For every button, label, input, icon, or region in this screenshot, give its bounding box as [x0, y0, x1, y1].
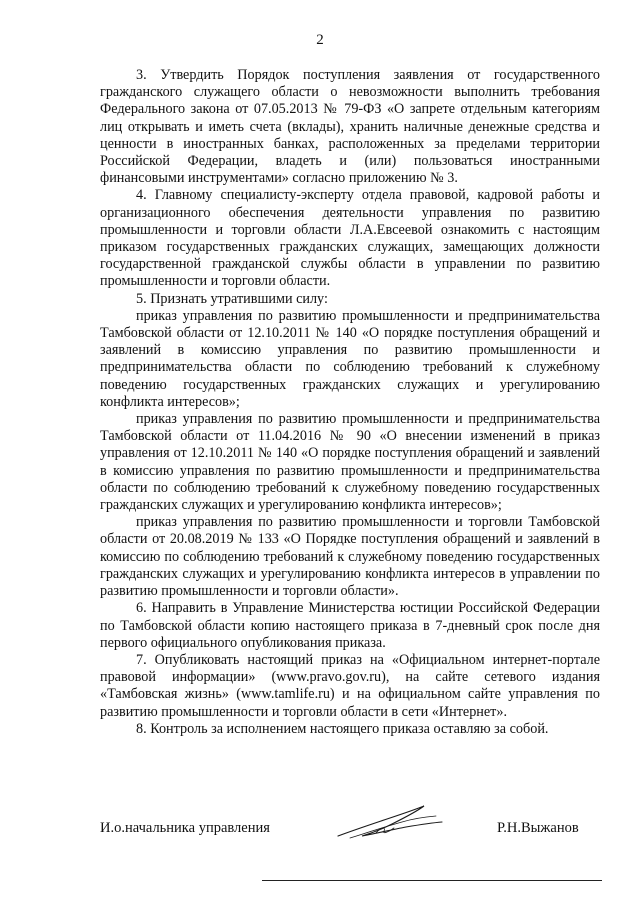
paragraph-7: 7. Опубликовать настоящий приказ на «Официальном интернет-портале правовой информации» (www.pravo.gov.ru), на сайте сетевого издания «Тамбовская жизнь» (www.tamlife.ru) и на официальном сайте управления по развитию промышленности и торговли области в сети «Интернет».: [100, 651, 600, 720]
paragraph-3: 3. Утвердить Порядок поступления заявления от государственного гражданского служащего области о невозможности выполнить требования Федерального закона от 07.05.2013 № 79-ФЗ «О запрете отдельным категориям лиц открывать и иметь счета (вклады), хранить наличные денежные средства и ценности в иностранных банках, расположенных за пределами территории Российской Федерации, владеть и (или) пользоваться иностранными финансовыми инструментами» согласно приложению № 3.: [100, 67, 600, 187]
repealed-order-2: приказ управления по развитию промышленности и предпринимательства Тамбовской области от 11.04.2016 № 90 «О внесении изменений в приказ управления от 12.10.2011 № 140 «О порядке поступления обращений и заявлений в комиссию управления по развитию промышленности и предпринимательства области по соблюдению требований к служебному поведению государственных гражданских служащих и урегулированию конфликта интересов»;: [100, 411, 600, 514]
signatory-position: И.о.начальника управления: [100, 820, 270, 836]
paragraph-4: 4. Главному специалисту-эксперту отдела правовой, кадровой работы и организационного обеспечения деятельности управления по развитию промышленности и торговли области Л.А.Евсеевой ознакомить с настоящим приказом государственных гражданских служащих, замещающих должности государственной гражданской службы области в управлении по развитию промышленности и торговли области.: [100, 187, 600, 290]
repealed-order-1: приказ управления по развитию промышленности и предпринимательства Тамбовской области от 12.10.2011 № 140 «О порядке поступления обращений и заявлений в комиссию управления по развитию промышленности и предпринимательства области по соблюдению требований к служебному поведению государственных гражданских служащих и урегулированию конфликта интересов»;: [100, 307, 600, 410]
paragraph-8: 8. Контроль за исполнением настоящего приказа оставляю за собой.: [136, 720, 549, 737]
paragraph-6: 6. Направить в Управление Министерства юстиции Российской Федерации по Тамбовской области копию настоящего приказа в 7-дневный срок после дня первого официального опубликования приказа.: [100, 600, 600, 651]
signatory-name: Р.Н.Выжанов: [497, 820, 579, 836]
footer-rule: [262, 880, 602, 881]
paragraph-5: 5. Признать утратившими силу:: [136, 290, 328, 307]
handwritten-signature: [332, 800, 447, 845]
document-body: [100, 67, 600, 738]
repealed-order-3: приказ управления по развитию промышленности и торговли Тамбовской области от 20.08.2019 № 133 «О Порядке поступления обращений и заявлений в комиссию по соблюдению требований к служебному поведению государственных гражданских служащих и урегулированию конфликта интересов в управлении по развитию промышленности и торговли области».: [100, 514, 600, 600]
page-number: 2: [316, 32, 324, 48]
